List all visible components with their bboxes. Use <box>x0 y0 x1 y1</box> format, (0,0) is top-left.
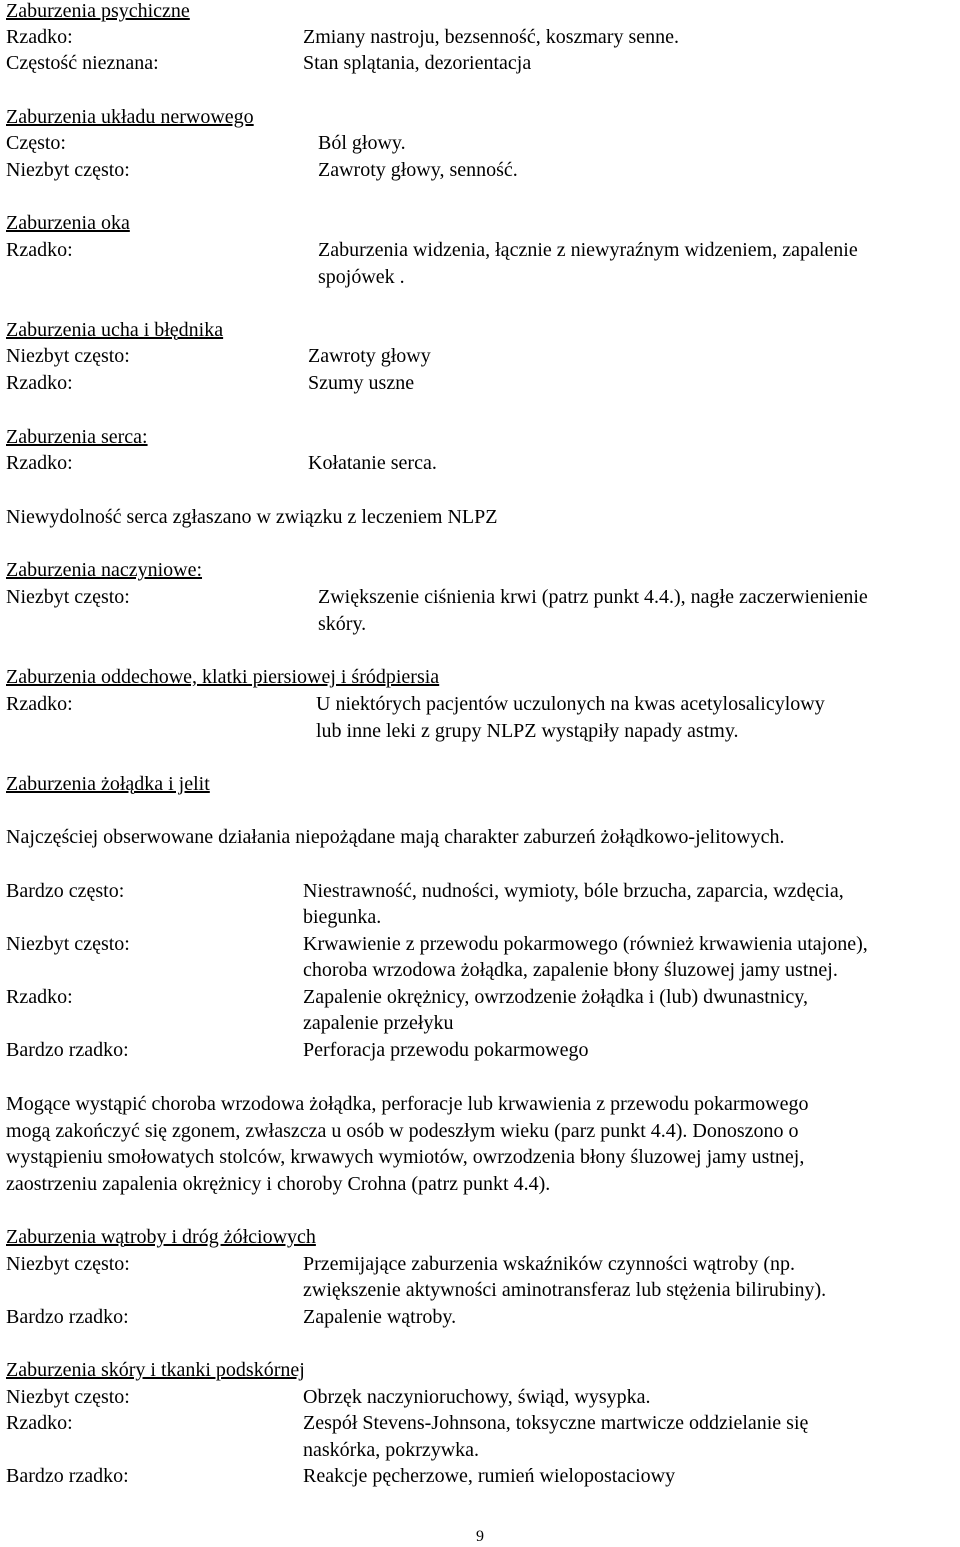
section-heading-vascular: Zaburzenia naczyniowe: <box>6 559 203 581</box>
frequency-label: Rzadko: <box>6 1412 73 1434</box>
frequency-label: Niezbyt często: <box>6 345 130 367</box>
effect-text: Zwiększenie ciśnienia krwi (patrz punkt 4.4.), nagłe zaczerwienienie <box>318 586 868 608</box>
frequency-label: Rzadko: <box>6 239 73 261</box>
gastrointestinal-paragraph-line: zaostrzeniu zapalenia okrężnicy i choroby Crohna (patrz punkt 4.4). <box>6 1173 551 1195</box>
gastrointestinal-intro: Najczęściej obserwowane działania niepożądane mają charakter zaburzeń żołądkowo-jelitowych. <box>6 826 785 848</box>
frequency-label: Często: <box>6 132 66 154</box>
section-heading-cardiac: Zaburzenia serca: <box>6 426 148 448</box>
section-heading-eye: Zaburzenia oka <box>6 212 130 234</box>
section-heading-skin: Zaburzenia skóry i tkanki podskórnej <box>6 1359 305 1381</box>
effect-text: biegunka. <box>303 906 382 928</box>
effect-text: spojówek . <box>318 266 405 288</box>
frequency-label: Rzadko: <box>6 693 73 715</box>
frequency-label: Niezbyt często: <box>6 933 130 955</box>
effect-text: Zapalenie okrężnicy, owrzodzenie żołądka i (lub) dwunastnicy, <box>303 986 808 1008</box>
effect-text: Ból głowy. <box>318 132 406 154</box>
section-heading-ear: Zaburzenia ucha i błędnika <box>6 319 224 341</box>
effect-text: Zawroty głowy, senność. <box>318 159 518 181</box>
effect-text: Zmiany nastroju, bezsenność, koszmary senne. <box>303 26 680 48</box>
effect-text: Stan splątania, dezorientacja <box>303 52 532 74</box>
effect-text: choroba wrzodowa żołądka, zapalenie błony śluzowej jamy ustnej. <box>303 959 838 981</box>
frequency-label: Niezbyt często: <box>6 159 130 181</box>
frequency-label: Niezbyt często: <box>6 1386 130 1408</box>
effect-text: Obrzęk naczynioruchowy, świąd, wysypka. <box>303 1386 651 1408</box>
frequency-label: Bardzo rzadko: <box>6 1039 129 1061</box>
section-heading-gastrointestinal: Zaburzenia żołądka i jelit <box>6 773 210 795</box>
cardiac-note: Niewydolność serca zgłaszano w związku z leczeniem NLPZ <box>6 506 498 528</box>
effect-text: naskórka, pokrzywka. <box>303 1439 480 1461</box>
section-heading-respiratory: Zaburzenia oddechowe, klatki piersiowej i śródpiersia <box>6 666 440 688</box>
effect-text: Zapalenie wątroby. <box>303 1306 457 1328</box>
effect-text: Perforacja przewodu pokarmowego <box>303 1039 589 1061</box>
frequency-label: Rzadko: <box>6 372 73 394</box>
effect-text: U niektórych pacjentów uczulonych na kwas acetylosalicylowy <box>316 693 825 715</box>
frequency-label: Rzadko: <box>6 986 73 1008</box>
frequency-label: Bardzo rzadko: <box>6 1306 129 1328</box>
effect-text: Reakcje pęcherzowe, rumień wielopostaciowy <box>303 1465 676 1487</box>
effect-text: Krwawienie z przewodu pokarmowego (również krwawienia utajone), <box>303 933 868 955</box>
gastrointestinal-paragraph-line: Mogące wystąpić choroba wrzodowa żołądka, perforacje lub krwawienia z przewodu pokarmowego <box>6 1093 809 1115</box>
gastrointestinal-paragraph-line: wystąpieniu smołowatych stolców, krwawych wymiotów, owrzodzenia błony śluzowej jamy ustnej, <box>6 1146 805 1168</box>
frequency-label: Niezbyt często: <box>6 1253 130 1275</box>
frequency-label: Częstość nieznana: <box>6 52 159 74</box>
section-heading-hepatobiliary: Zaburzenia wątroby i dróg żółciowych <box>6 1226 316 1248</box>
frequency-label: Rzadko: <box>6 26 73 48</box>
effect-text: Zespół Stevens-Johnsona, toksyczne martwicze oddzielanie się <box>303 1412 809 1434</box>
frequency-label: Niezbyt często: <box>6 586 130 608</box>
effect-text: lub inne leki z grupy NLPZ wystąpiły napady astmy. <box>316 720 739 742</box>
effect-text: Przemijające zaburzenia wskaźników czynności wątroby (np. <box>303 1253 796 1275</box>
effect-text: zwiększenie aktywności aminotransferaz lub stężenia bilirubiny). <box>303 1279 827 1301</box>
effect-text: Zaburzenia widzenia, łącznie z niewyraźnym widzeniem, zapalenie <box>318 239 858 261</box>
frequency-label: Rzadko: <box>6 452 73 474</box>
section-heading-psychiatric: Zaburzenia psychiczne <box>6 0 190 22</box>
frequency-label: Bardzo rzadko: <box>6 1465 129 1487</box>
effect-text: Zawroty głowy <box>308 345 431 367</box>
frequency-label: Bardzo często: <box>6 880 125 902</box>
effect-text: zapalenie przełyku <box>303 1012 454 1034</box>
effect-text: Niestrawność, nudności, wymioty, bóle brzucha, zaparcia, wzdęcia, <box>303 880 844 902</box>
section-heading-nervous: Zaburzenia układu nerwowego <box>6 106 254 128</box>
gastrointestinal-paragraph-line: mogą zakończyć się zgonem, zwłaszcza u osób w podeszłym wieku (parz punkt 4.4). Donoszono o <box>6 1120 799 1142</box>
effect-text: Kołatanie serca. <box>308 452 437 474</box>
effect-text: Szumy uszne <box>308 372 415 394</box>
effect-text: skóry. <box>318 613 367 635</box>
page-number: 9 <box>476 1528 484 1545</box>
